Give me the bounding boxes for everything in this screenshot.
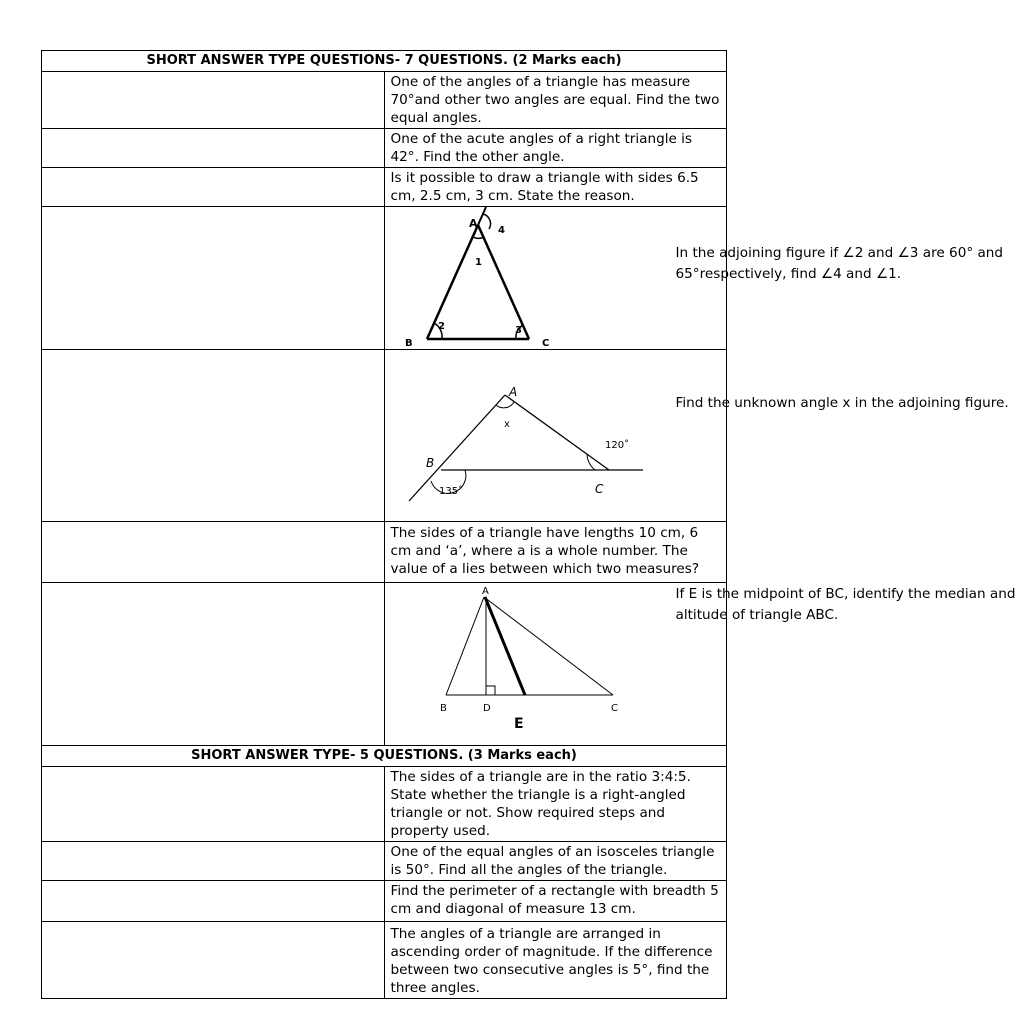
section-heading-row	[42, 51, 727, 72]
number-cell	[42, 129, 385, 168]
label-angle-4: 4	[497, 225, 505, 236]
table-row	[42, 767, 727, 842]
number-cell	[42, 350, 385, 522]
figure-cell	[384, 207, 1004, 350]
figure2-question: Find the unknown angle x in the adjoining figure.	[675, 395, 1009, 411]
figure-cell	[384, 350, 1009, 522]
question-text: One of the acute angles of a right triangle is 42°. Find the other angle.	[384, 129, 727, 168]
label-C: C	[610, 703, 618, 714]
table-row	[42, 922, 727, 999]
table-row	[42, 881, 727, 922]
worksheet	[41, 50, 1016, 999]
table-row	[42, 72, 727, 129]
question-text: One of the equal angles of an isosceles triangle is 50°. Find all the angles of the triangle.	[384, 842, 727, 881]
question-text: One of the angles of a triangle has measure 70°and other two angles are equal. Find the two equal angles.	[384, 72, 727, 129]
label-D: D	[482, 703, 491, 714]
number-cell	[42, 72, 385, 129]
label-C: C	[541, 338, 549, 349]
triangle-figure-3	[385, 583, 655, 745]
label-angle-3: 3	[514, 325, 522, 336]
table-row	[42, 129, 727, 168]
table-row	[42, 842, 727, 881]
question-table	[41, 50, 1016, 999]
label-B: B	[439, 703, 447, 714]
number-cell	[42, 583, 385, 746]
figure3-question: If E is the midpoint of BC, identify the median and altitude of triangle ABC.	[675, 586, 1016, 623]
number-cell	[42, 881, 385, 922]
question-text: The sides of a triangle are in the ratio 3:4:5. State whether the triangle is a right-angled triangle or not. Show required steps and property used.	[384, 767, 727, 842]
section-heading-row	[42, 746, 727, 767]
question-text: Find the perimeter of a rectangle with breadth 5 cm and diagonal of measure 13 cm.	[384, 881, 727, 922]
table-row	[42, 207, 727, 350]
label-angle-135: 135˚	[438, 486, 463, 497]
question-text: The sides of a triangle have lengths 10 cm, 6 cm and ‘a’, where a is a whole number. The value of a lies between which two measures?	[384, 522, 727, 583]
number-cell	[42, 767, 385, 842]
label-C: C	[594, 482, 603, 496]
figure-cell	[384, 583, 1016, 746]
number-cell	[42, 922, 385, 999]
question-text: The angles of a triangle are arranged in ascending order of magnitude. If the difference between two consecutive angles is 5°, find the three angles.	[384, 922, 727, 999]
label-angle-2: 2	[437, 321, 445, 332]
section1-heading: SHORT ANSWER TYPE QUESTIONS- 7 QUESTIONS. (2 Marks each)	[42, 51, 727, 72]
table-row	[42, 522, 727, 583]
label-x: x	[503, 419, 510, 430]
triangle-figure-1	[385, 207, 635, 349]
section2-heading: SHORT ANSWER TYPE- 5 QUESTIONS. (3 Marks each)	[42, 746, 727, 767]
label-B: B	[404, 338, 413, 349]
number-cell	[42, 842, 385, 881]
label-angle-1: 1	[474, 257, 482, 268]
number-cell	[42, 522, 385, 583]
label-A: A	[468, 217, 478, 230]
label-A: A	[508, 385, 517, 399]
table-row	[42, 583, 727, 746]
label-B: B	[425, 456, 434, 470]
number-cell	[42, 207, 385, 350]
label-E: E	[513, 716, 524, 732]
figure1-question: In the adjoining figure if ∠2 and ∠3 are 60° and 65°respectively, find ∠4 and ∠1.	[675, 245, 1004, 282]
table-row	[42, 350, 727, 522]
table-row	[42, 168, 727, 207]
number-cell	[42, 168, 385, 207]
question-text: Is it possible to draw a triangle with sides 6.5 cm, 2.5 cm, 3 cm. State the reason.	[384, 168, 727, 207]
label-A: A	[481, 586, 489, 597]
label-angle-120: 120˚	[604, 440, 629, 451]
triangle-figure-2	[385, 350, 655, 521]
